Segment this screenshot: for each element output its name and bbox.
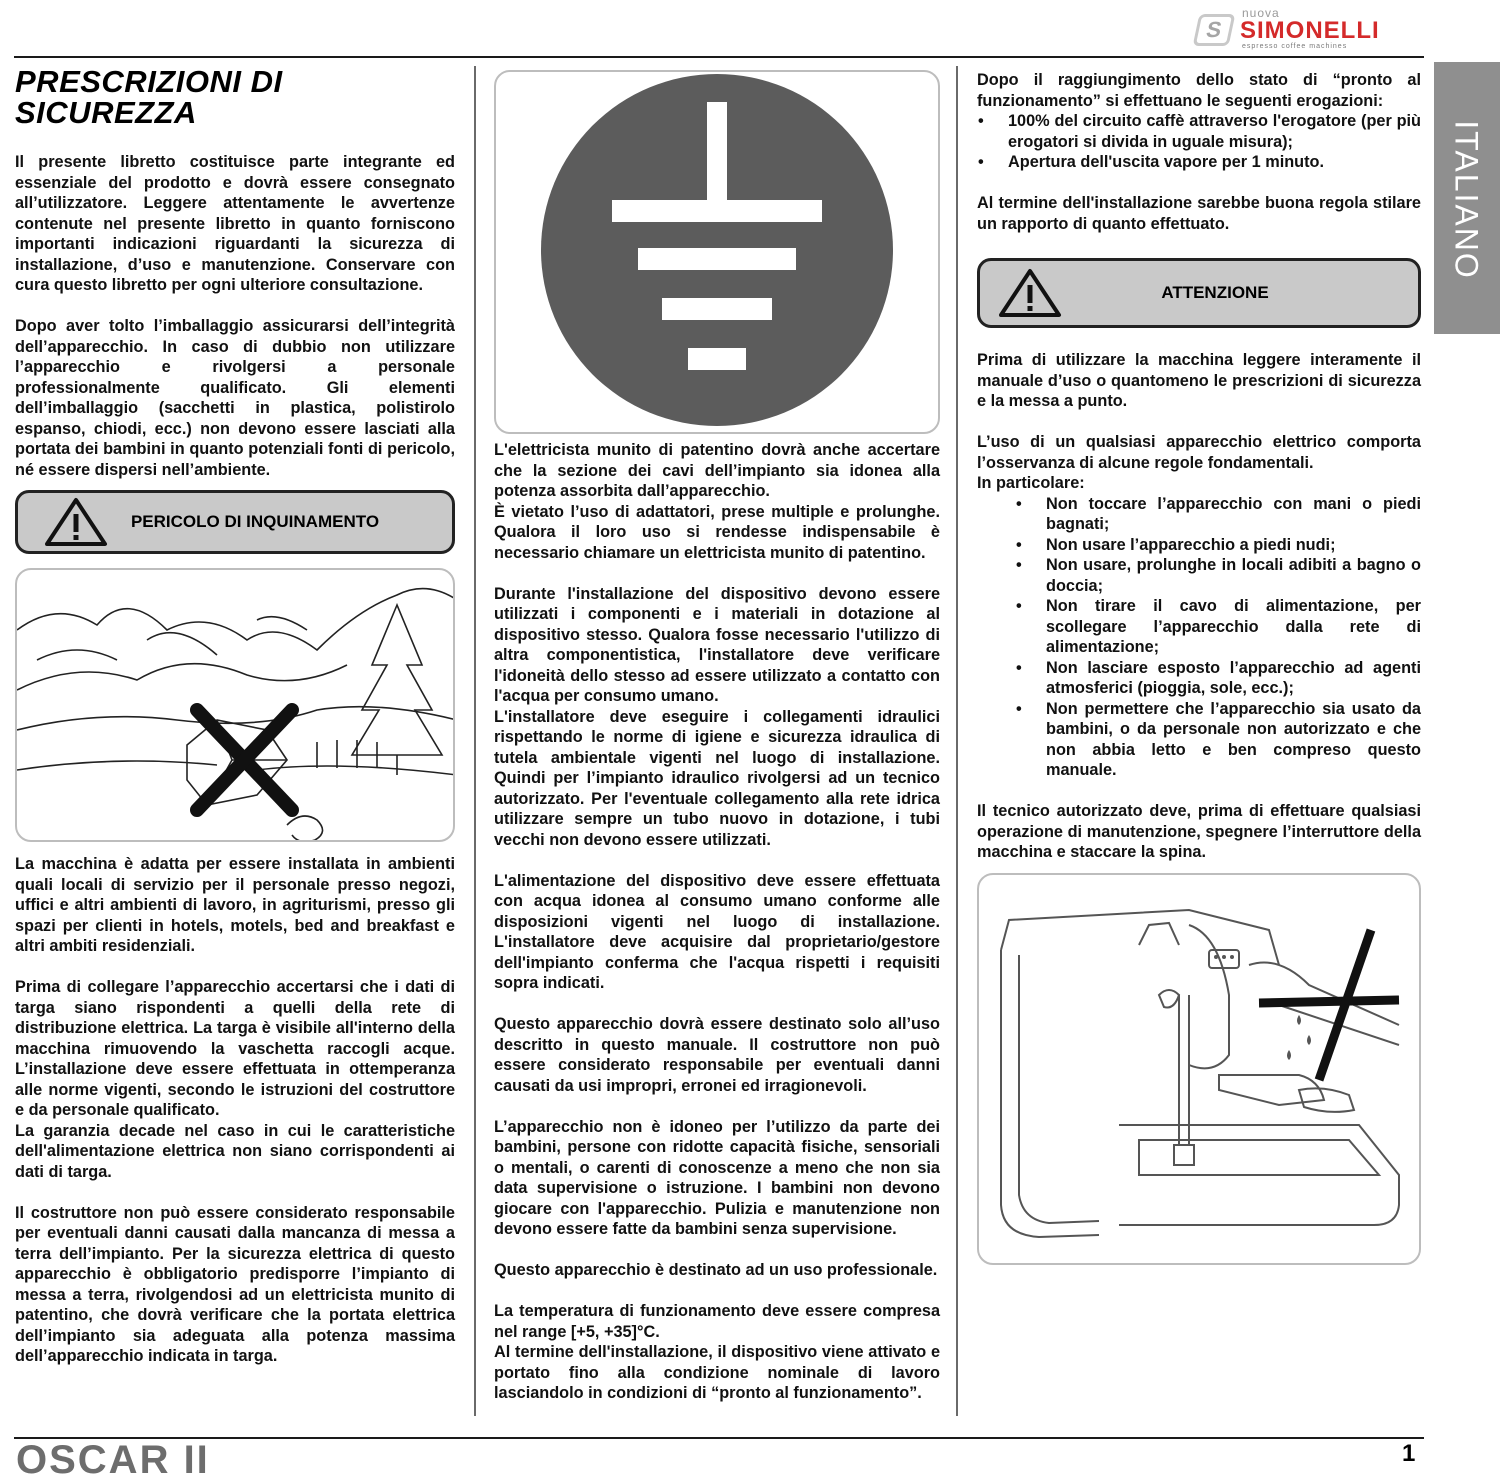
list-item: • Apertura dell'uscita vapore per 1 minuto. [1008,152,1421,173]
column-divider [956,66,958,1416]
paragraph: Dopo aver tolto l’imballaggio assicurarsi dell’integrità dell’apparecchio. In caso di dubbio non utilizzare l’apparecchio e rivolgersi a personale professionalmente qualificato. Gli elementi dell’imballaggio (sacchetti in plastica, polistirolo espanso, chiodi, ecc.) non devono essere lasciati alla portata dei bambini in quanto potenziali fonti di pericolo, né essere dispersi nell’ambiente. [15,317,455,479]
paragraph: Dopo il raggiungimento dello stato di “pronto al funzionamento” si effettuano le seguenti erogazioni: [977,71,1421,110]
column-1 [15,62,455,1367]
logo-tagline: espresso coffee machines [1242,43,1348,50]
paragraph: L’uso di un qualsiasi apparecchio elettrico comporta l’osservanza di alcune regole fondamentali. [977,433,1421,472]
paragraph: Il tecnico autorizzato deve, prima di effettuare qualsiasi operazione di manutenzione, spegnere l’interruttore della macchina e staccare la spina. [977,802,1421,861]
paragraph: L'elettricista munito di patentino dovrà anche accertare che la sezione dei cavi dell’impianto sia idonea alla potenza assorbita dall’apparecchio. [494,441,940,500]
paragraph: Prima di collegare l’apparecchio accertarsi che i dati di targa siano rispondenti a quelli della rete di distribuzione elettrica. La targa è visibile all'interno della macchina rimuovendo la vaschetta raccogli acque. L’installazione deve essere effettuata in ottemperanza alle norme vigenti, secondo le istruzioni del costruttore e da personale qualificato. [15,978,455,1119]
paragraph: L'alimentazione del dispositivo deve essere effettuata con acqua idonea al consumo umano conforme alle disposizioni vigenti nel luogo di installazione. L'installatore deve acquisire dal proprietario/gestore dell'impianto conferma che l'acqua rispetti i requisiti sopra indicati. [494,871,940,992]
warning-triangle-icon [998,268,1062,318]
paragraph: Questo apparecchio dovrà essere destinato solo all’uso descritto in questo manuale. Il costruttore non può essere considerato responsabile per eventuali danni causati da usi impropri, erronei ed irragionevoli. [494,1015,940,1095]
pollution-illustration [15,568,455,842]
list-item: • Non permettere che l’apparecchio sia usato da bambini, o da personale non autorizzato e che non abbia letto e ben compreso questo manuale. [1046,699,1421,781]
landscape-illustration [17,570,455,842]
logo-prefix: nuova [1242,6,1280,20]
paragraph: La temperatura di funzionamento deve essere compresa nel range [+5, +35]°C. [494,1302,940,1341]
list-item: • 100% del circuito caffè attraverso l'erogatore (per più erogatori si divida in uguale misura); [1008,111,1421,152]
paragraph: L’apparecchio non è idoneo per l’utilizzo da parte dei bambini, persone con ridotte capacità fisiche, sensoriali o mentali, o carenti di conoscenze a meno che non sia data supervisione o istruzione. I bambini non devono giocare con l'apparecchio. Pulizia e manutenzione non devono essere fatte da bambini senza supervisione. [494,1117,940,1238]
list-item: • Non usare l’apparecchio a piedi nudi; [1046,535,1421,556]
model-name: OSCAR II [16,1438,210,1482]
paragraph: La garanzia decade nel caso in cui le caratteristiche dell'alimentazione elettrica non siano corrispondenti ai dati di targa. [15,1121,455,1181]
paragraph: Al termine dell'installazione sarebbe buona regola stilare un rapporto di quanto effettuato. [977,194,1421,233]
column-2 [494,62,940,1404]
logo-mark-icon: S [1193,14,1236,46]
list-item: • Non tirare il cavo di alimentazione, per scollegare l’apparecchio dalla rete di alimentazione; [1046,596,1421,658]
safety-rules-list [977,494,1421,781]
earth-ground-icon [496,72,938,432]
paragraph: Al termine dell'installazione, il dispositivo viene attivato e portato fino alla condizione nominale di lavoro lasciandolo in condizioni di “pronto al funzionamento”. [494,1343,940,1402]
list-item: • Non lasciare esposto l’apparecchio ad agenti atmosferici (pioggia, sole, ecc.); [1046,658,1421,699]
language-tab-label: ITALIANO [1448,120,1485,280]
warning-triangle-icon [44,497,108,547]
paragraph: La macchina è adatta per essere installata in ambienti quali locali di servizio per il personale presso negozi, uffici e altri ambienti di lavoro, in agriturismi, presso gli spazi per clienti in hotels, motels, bed and breakfast e altri ambiti residenziali. [15,855,455,955]
paragraph: Durante l'installazione del dispositivo devono essere utilizzati i componenti e i materiali in dotazione al dispositivo stesso. Qualora fosse necessario l'utilizzo di altra componentistica, l'installatore deve verificare l'idoneità dello stesso ad essere utilizzato a contatto con l'acqua per consumo umano. [494,584,940,705]
footer-divider [14,1437,1424,1439]
logo-name: SIMONELLI [1240,17,1380,44]
list-item: • Non usare, prolunghe in locali adibiti a bagno o doccia; [1046,555,1421,596]
paragraph: È vietato l’uso di adattatori, prese multiple e prolunghe. Qualora il loro uso si rendesse indispensabile è necessario chiamare un elettricista munito di patentino. [494,502,940,562]
warning-label: PERICOLO DI INQUINAMENTO [130,512,380,531]
list-item: • Non toccare l’apparecchio con mani o piedi bagnati; [1046,494,1421,535]
coffee-machine-illustration [979,875,1419,1265]
machine-illustration [977,873,1421,1265]
ground-symbol-frame [494,70,940,434]
paragraph: In particolare: [977,474,1085,492]
paragraph: L'installatore deve eseguire i collegamenti idraulici rispettando le norme di igiene e sicurezza idraulica di tutela ambientale vigenti nel luogo di installazione. Quindi per l’impianto idraulico rivolgersi ad un tecnico autorizzato. Per l'eventuale collegamento alla rete idrica utilizzare sempre un tubo nuovo in dotazione, i tubi vecchi non devono essere utilizzati. [494,707,940,849]
page-number: 1 [1402,1440,1416,1467]
column-3 [977,62,1421,1265]
paragraph: Il presente libretto costituisce parte integrante ed essenziale del prodotto e dovrà essere consegnato all’utilizzatore. Leggere attentamente le avvertenze contenute nel presente libretto in quanto forniscono importanti indicazioni riguardanti la sicurezza di installazione, d’uso e manutenzione. Conservare con cura questo libretto per ogni ulteriore consultazione. [15,153,455,294]
paragraph: Il costruttore non può essere considerato responsabile per eventuali danni causati dalla mancanza di messa a terra dell’impianto. Per la sicurezza elettrica di questo apparecchio è obbligatorio predisporre l’impianto di messa a terra, rivolgendosi ad un elettricista munito di patentino, che dovrà verificare che la portata elettrica dell’impianto sia adeguata alla potenza massima dell’apparecchio indicata in targa. [15,1203,455,1365]
column-divider [474,66,476,1416]
paragraph: Prima di utilizzare la macchina leggere interamente il manuale d’uso o quantomeno le prescrizioni di sicurezza e la messa a punto. [977,351,1421,410]
dispensing-list [977,111,1421,173]
warning-label: ATTENZIONE [1161,283,1269,302]
attention-warning-box [977,258,1421,328]
brand-logo [1196,6,1426,48]
page-title: PRESCRIZIONI DI SICUREZZA [15,64,283,130]
pollution-warning-box [15,490,455,554]
paragraph: Questo apparecchio è destinato ad un uso professionale. [494,1261,938,1279]
header-divider [14,56,1424,58]
